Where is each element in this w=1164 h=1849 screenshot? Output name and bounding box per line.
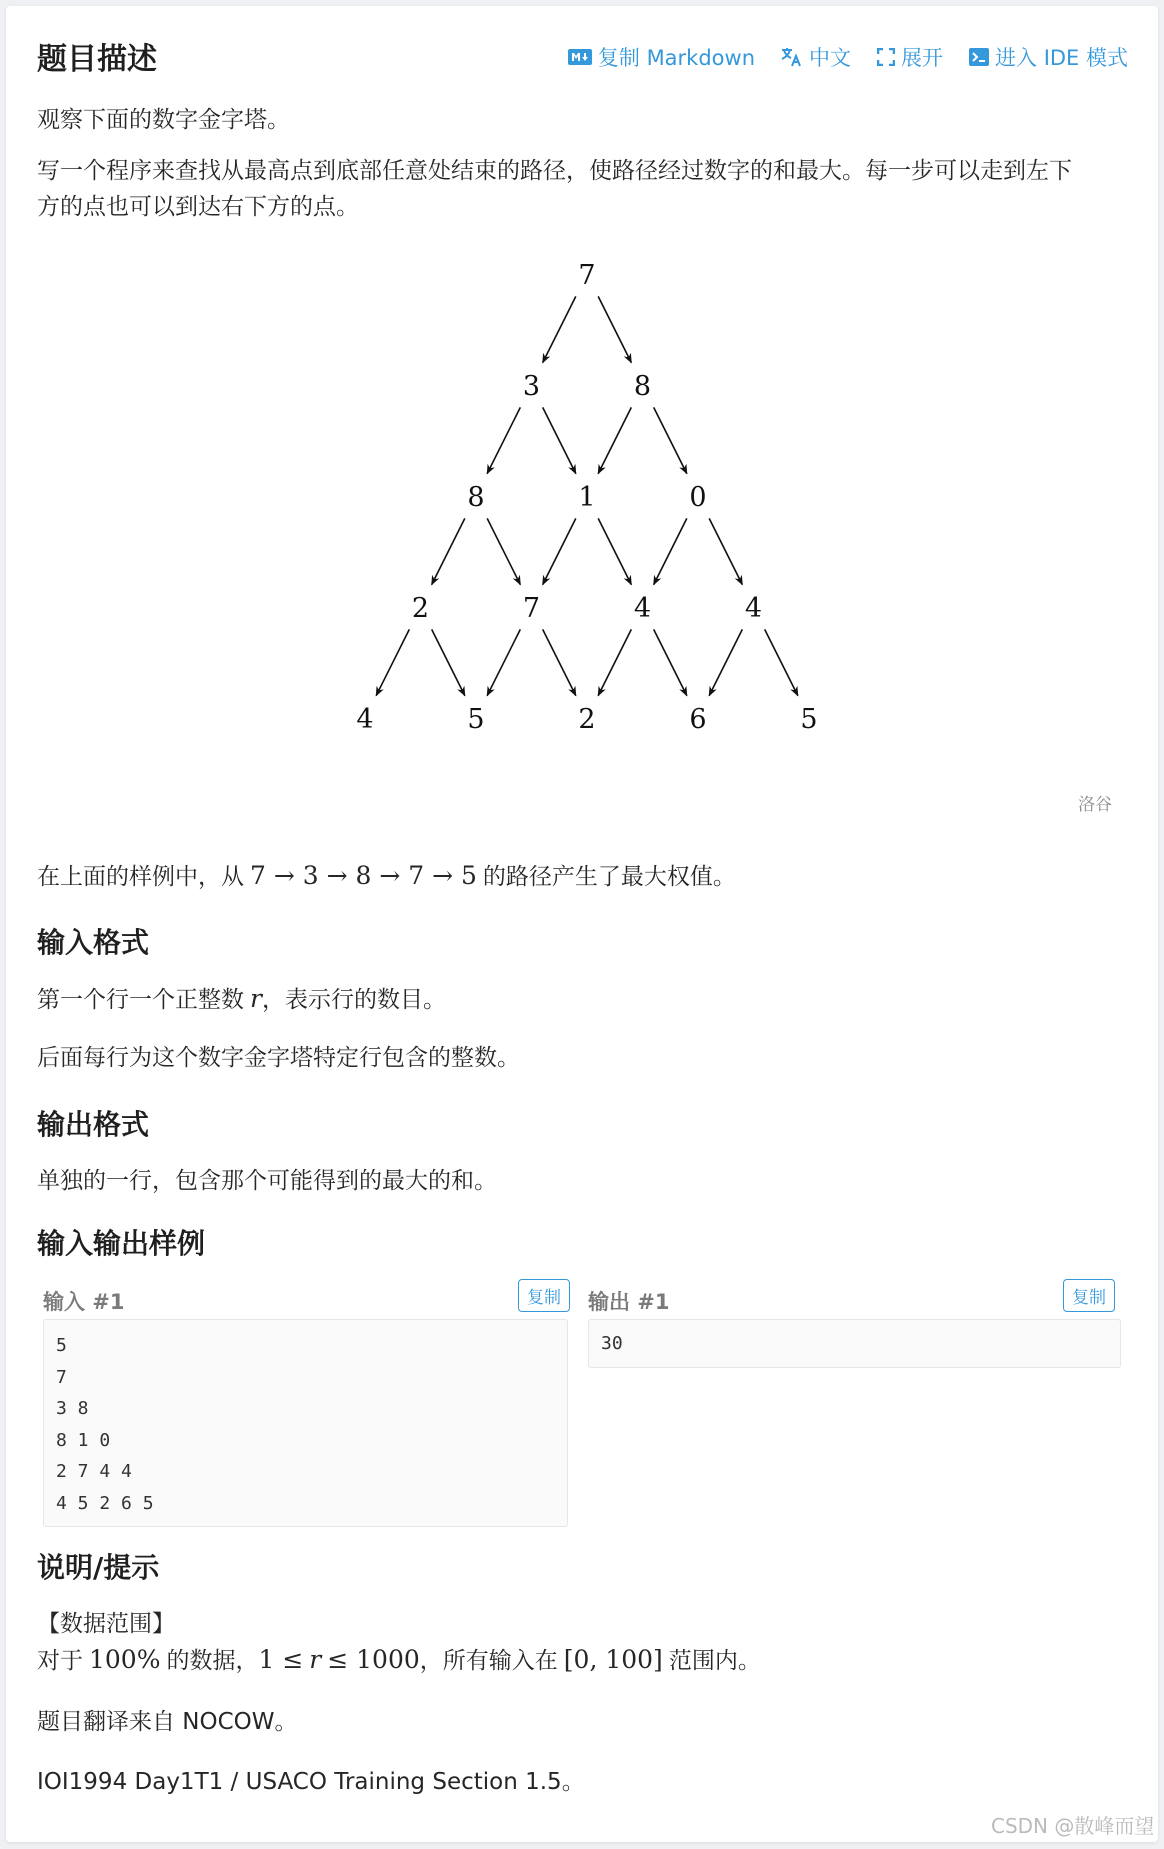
language-label: 中文 bbox=[809, 46, 852, 70]
pyramid-arrow bbox=[709, 518, 742, 584]
copy-markdown-label: 复制 Markdown bbox=[597, 46, 756, 70]
pyramid-number: 0 bbox=[689, 482, 707, 513]
example-path-node: 8 bbox=[355, 861, 372, 890]
sample-output-lines bbox=[601, 1328, 1108, 1360]
input-format-line-2: 后面每行为这个数字金字塔特定行包含的整数。 bbox=[37, 1045, 520, 1071]
sample-input-label: 输入 #1 bbox=[43, 1290, 125, 1314]
pyramid-arrow bbox=[654, 629, 687, 695]
example-path-arrow: → bbox=[265, 861, 303, 890]
range-text: 范围内。 bbox=[668, 1648, 761, 1674]
pyramid-number: 4 bbox=[356, 704, 374, 735]
pyramid-arrow bbox=[487, 407, 520, 473]
data-range-line bbox=[37, 1642, 761, 1679]
pyramid-arrow bbox=[765, 629, 798, 695]
input-format-text: 第一个行一个正整数 bbox=[37, 987, 244, 1013]
example-path-sentence bbox=[37, 858, 736, 895]
pyramid-number: 8 bbox=[633, 371, 652, 402]
pyramid-number: 4 bbox=[744, 593, 763, 624]
input-format-line-1 bbox=[37, 981, 446, 1018]
input-format-text: ，表示行的数目。 bbox=[261, 987, 446, 1013]
description-paragraph-line: 方的点也可以到达右下方的点。 bbox=[37, 194, 359, 220]
expand-label: 展开 bbox=[901, 46, 944, 70]
math-inequality-left: 1 ≤ bbox=[258, 1645, 304, 1674]
pyramid-arrow bbox=[543, 518, 576, 584]
copy-output-button[interactable]: 复制 bbox=[1063, 1279, 1115, 1312]
pyramid-arrow bbox=[487, 518, 520, 584]
sample-input-lines bbox=[56, 1330, 555, 1520]
description-paragraph: 观察下面的数字金字塔。 bbox=[37, 107, 290, 133]
pyramid-number: 2 bbox=[411, 593, 430, 624]
page-title: 题目描述 bbox=[37, 42, 157, 77]
pyramid-arrow bbox=[543, 296, 576, 362]
pyramid-arrow bbox=[654, 518, 687, 584]
math-inequality-right: ≤ 1000 bbox=[327, 1645, 420, 1674]
pyramid-arrow bbox=[598, 629, 631, 695]
pyramid-arrow bbox=[709, 629, 742, 695]
source-note: IOI1994 Day1T1 / USACO Training Section 1.5。 bbox=[37, 1769, 585, 1795]
example-path-node: 3 bbox=[302, 861, 319, 890]
copy-input-button[interactable]: 复制 bbox=[518, 1279, 570, 1312]
example-path-arrow: → bbox=[371, 861, 409, 890]
pyramid-number: 7 bbox=[522, 593, 541, 624]
pyramid-arrow bbox=[598, 518, 631, 584]
sample-output-label: 输出 #1 bbox=[588, 1290, 670, 1314]
example-path-node: 7 bbox=[408, 861, 425, 890]
pyramid-arrow bbox=[543, 629, 576, 695]
pyramid-number: 4 bbox=[633, 593, 652, 624]
input-format-heading: 输入格式 bbox=[37, 926, 150, 959]
image-watermark: 洛谷 bbox=[1078, 795, 1112, 815]
pyramid-number: 5 bbox=[800, 704, 818, 735]
pyramid-number: 5 bbox=[467, 704, 485, 735]
pyramid-number: 6 bbox=[689, 704, 707, 735]
example-path-math bbox=[250, 858, 477, 894]
pyramid-arrow bbox=[654, 407, 687, 473]
sample-input-line: 4 5 2 6 5 bbox=[56, 1492, 154, 1514]
description-paragraph-line: 写一个程序来查找从最高点到底部任意处结束的路径，使路径经过数字的和最大。每一步可以走到左下 bbox=[37, 158, 1072, 184]
example-prefix: 在上面的样例中，从 bbox=[37, 864, 244, 890]
samples-heading: 输入输出样例 bbox=[37, 1227, 206, 1260]
csdn-watermark: CSDN @散峰而望 bbox=[991, 1814, 1155, 1838]
pyramid-arrow bbox=[432, 629, 465, 695]
pyramid-arrow bbox=[598, 407, 631, 473]
pyramid-number: 3 bbox=[522, 371, 541, 402]
example-path-arrow: → bbox=[424, 861, 461, 890]
ide-mode-label: 进入 IDE 模式 bbox=[995, 46, 1128, 70]
pyramid-number: 8 bbox=[467, 482, 485, 513]
example-path-arrow: → bbox=[318, 861, 356, 890]
range-text: ，所有输入在 bbox=[419, 1648, 558, 1674]
pyramid-number: 1 bbox=[578, 482, 596, 513]
sample-input-line: 2 7 4 4 bbox=[56, 1461, 132, 1483]
example-path-node: 5 bbox=[461, 861, 477, 890]
pyramid-arrow bbox=[543, 407, 576, 473]
math-variable-r: r bbox=[309, 1645, 322, 1674]
range-text: 对于 bbox=[37, 1648, 83, 1674]
hint-heading: 说明/提示 bbox=[37, 1551, 160, 1584]
pyramid-arrow bbox=[376, 629, 409, 695]
sample-input-line: 3 8 bbox=[56, 1398, 89, 1420]
pyramid-arrow bbox=[432, 518, 465, 584]
sample-output-box[interactable] bbox=[588, 1319, 1121, 1368]
math-interval: [0, 100] bbox=[563, 1645, 663, 1674]
sample-input-line: 5 bbox=[56, 1335, 67, 1356]
pyramid-number: 2 bbox=[578, 704, 596, 735]
number-pyramid-figure bbox=[6, 6, 1158, 826]
sample-input-line: 7 bbox=[56, 1366, 67, 1388]
pyramid-arrow bbox=[487, 629, 520, 695]
sample-output-line: 30 bbox=[601, 1333, 623, 1354]
output-format-line: 单独的一行，包含那个可能得到的最大的和。 bbox=[37, 1168, 497, 1194]
range-text: 的数据， bbox=[166, 1648, 259, 1674]
problem-card bbox=[6, 6, 1158, 1842]
math-variable-r: r bbox=[250, 984, 262, 1013]
sample-input-box[interactable] bbox=[43, 1319, 568, 1527]
example-suffix: 的路径产生了最大权值。 bbox=[482, 864, 736, 890]
output-format-heading: 输出格式 bbox=[37, 1108, 150, 1141]
example-path-node: 7 bbox=[250, 861, 266, 890]
translation-note: 题目翻译来自 NOCOW。 bbox=[37, 1709, 298, 1735]
math-percent: 100% bbox=[89, 1645, 161, 1674]
pyramid-arrow bbox=[598, 296, 631, 362]
sample-input-line: 8 1 0 bbox=[56, 1429, 111, 1451]
data-range-label: 【数据范围】 bbox=[37, 1611, 175, 1637]
pyramid-number: 7 bbox=[578, 260, 596, 291]
